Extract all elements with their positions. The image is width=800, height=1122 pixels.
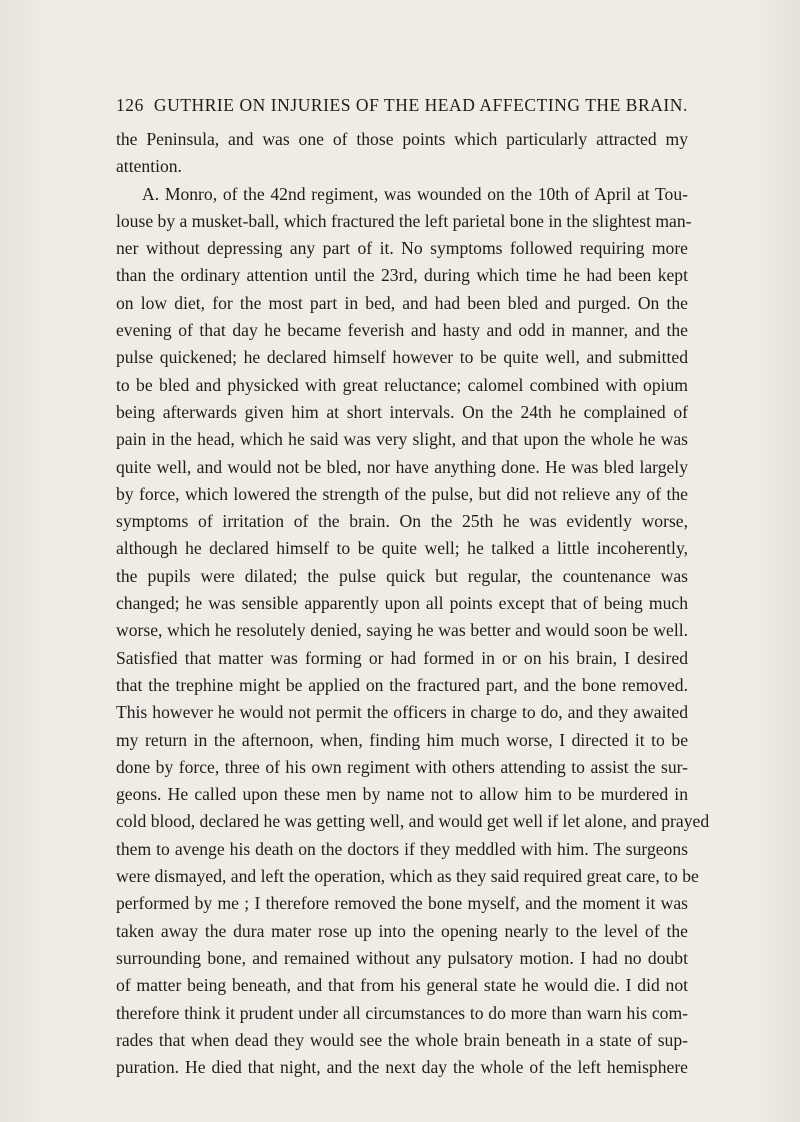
text-line: taken away the dura mater rose up into the opening nearly to the level of the bbox=[116, 920, 688, 941]
text-line: surrounding bone, and remained without any pulsatory motion. I had no doubt bbox=[116, 947, 688, 968]
running-title: GUTHRIE ON INJURIES OF THE HEAD AFFECTING THE BRAIN. bbox=[153, 95, 688, 115]
text-line: evening of that day he became feverish and hasty and odd in manner, and the bbox=[116, 320, 688, 341]
text-line: performed by me ; I therefore removed the bone myself, and the moment it was bbox=[116, 893, 688, 914]
text-line: geons. He called upon these men by name not to allow him to be murdered in bbox=[116, 784, 688, 805]
text-line: symptoms of irritation of the brain. On the 25th he was evidently worse, bbox=[116, 511, 688, 532]
text-line: of matter being beneath, and that from his general state he would die. I did not bbox=[116, 975, 688, 996]
text-line: This however he would not permit the officers in charge to do, and they awaited bbox=[116, 702, 688, 723]
text-line: rades that when dead they would see the whole brain beneath in a state of sup- bbox=[116, 1029, 688, 1050]
text-line: done by force, three of his own regiment with others attending to assist the sur- bbox=[116, 756, 688, 777]
text-line: attention. bbox=[116, 156, 182, 177]
text-line: cold blood, declared he was getting well, and would get well if let alone, and prayed bbox=[116, 811, 710, 832]
text-line: on low diet, for the most part in bed, and had been bled and purged. On the bbox=[116, 292, 688, 313]
text-line: therefore think it prudent under all circumstances to do more than warn his com- bbox=[116, 1002, 688, 1023]
text-line: worse, which he resolutely denied, saying he was better and would soon be well. bbox=[116, 620, 688, 641]
text-line: that the trephine might be applied on the fractured part, and the bone removed. bbox=[116, 674, 688, 695]
page-number: 126 bbox=[116, 95, 144, 115]
running-header bbox=[116, 91, 686, 119]
text-line: by force, which lowered the strength of the pulse, but did not relieve any of the bbox=[116, 483, 688, 504]
text-line: my return in the afternoon, when, finding him much worse, I directed it to be bbox=[116, 729, 688, 750]
text-line: than the ordinary attention until the 23rd, during which time he had been kept bbox=[116, 265, 688, 286]
text-line: to be bled and physicked with great reluctance; calomel combined with opium bbox=[116, 374, 688, 395]
text-line: pain in the head, which he said was very slight, and that upon the whole he was bbox=[116, 429, 688, 450]
text-line: being afterwards given him at short intervals. On the 24th he complained of bbox=[116, 401, 688, 422]
text-line: although he declared himself to be quite well; he talked a little incoherently, bbox=[116, 538, 688, 559]
text-line: A. Monro, of the 42nd regiment, was wounded on the 10th of April at Tou- bbox=[142, 183, 688, 204]
text-line: Satisfied that matter was forming or had formed in or on his brain, I desired bbox=[116, 647, 688, 668]
text-line: were dismayed, and left the operation, which as they said required great care, to be bbox=[116, 866, 699, 887]
text-line: quite well, and would not be bled, nor have anything done. He was bled largely bbox=[116, 456, 688, 477]
body-text bbox=[116, 126, 710, 1081]
text-line: changed; he was sensible apparently upon all points except that of being much bbox=[116, 593, 688, 614]
text-line: the pupils were dilated; the pulse quick but regular, the countenance was bbox=[116, 565, 688, 586]
text-line: them to avenge his death on the doctors if they meddled with him. The surgeons bbox=[116, 838, 688, 859]
text-line: puration. He died that night, and the next day the whole of the left hemisphere bbox=[116, 1057, 688, 1078]
text-line: ner without depressing any part of it. No symptoms followed requiring more bbox=[116, 238, 688, 259]
text-line: louse by a musket-ball, which fractured the left parietal bone in the slightest man- bbox=[116, 210, 692, 231]
text-line: pulse quickened; he declared himself however to be quite well, and submitted bbox=[116, 347, 688, 368]
text-line: the Peninsula, and was one of those points which particularly attracted my bbox=[116, 129, 688, 149]
